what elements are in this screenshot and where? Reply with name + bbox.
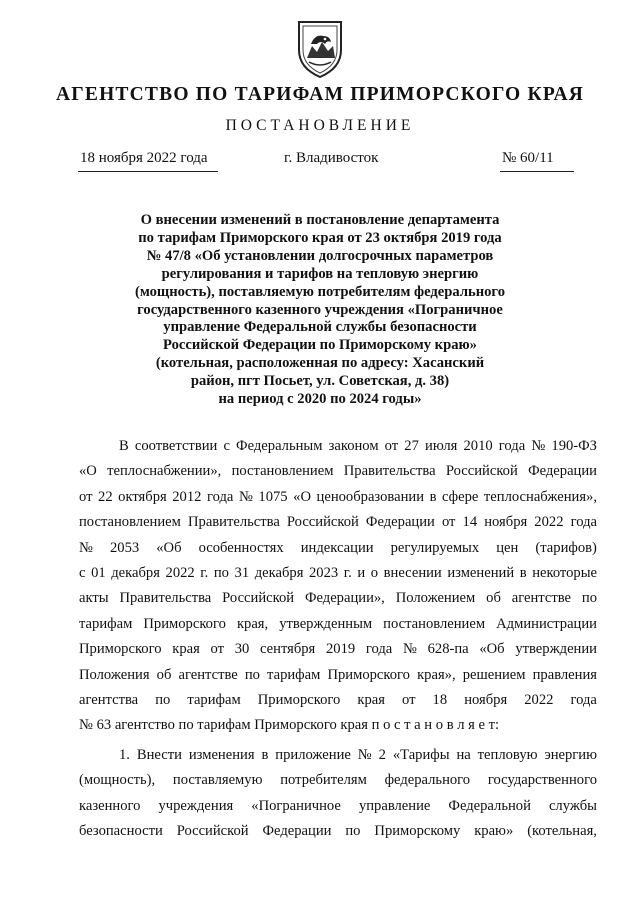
text-segment: Федерации — [262, 823, 332, 840]
text-segment: по — [155, 692, 171, 709]
text-segment: цен — [496, 539, 519, 556]
text-line — [79, 794, 597, 819]
text-segment: от 22 октября 2012 года № 1075 «О ценообразовании в сфере теплоснабжения», — [79, 488, 597, 505]
title-line: район, пгт Посьет, ул. Советская, д. 38) — [190, 373, 450, 390]
text-segment: потребителям — [280, 772, 367, 789]
text-line — [79, 536, 597, 561]
date-underline — [78, 171, 218, 172]
text-segment: регулируемых — [390, 539, 480, 556]
text-segment: края — [357, 692, 385, 709]
text-line — [79, 510, 597, 535]
paragraph-2 — [79, 743, 597, 845]
text-segment: Российской — [176, 823, 249, 840]
document-city: г. Владивосток — [284, 150, 379, 166]
title-line: управление Федеральной службы безопасности — [163, 319, 477, 336]
text-segment: Федеральной — [448, 797, 531, 814]
text-segment: (котельная, — [527, 823, 597, 840]
text-line — [79, 637, 597, 662]
text-segment: (тарифов) — [535, 539, 597, 556]
text-segment: учреждения — [158, 797, 234, 814]
text-segment: краю» — [474, 823, 514, 840]
text-segment: агентства — [79, 692, 139, 709]
title-line: № 47/8 «Об установлении долгосрочных параметров — [146, 247, 494, 264]
text-segment: с 01 декабря 2022 г. по 31 декабря 2023 г. и о внесении изменений в некоторые — [79, 565, 597, 582]
text-line — [79, 819, 597, 844]
text-line — [79, 485, 597, 510]
text-segment: по — [345, 823, 361, 840]
text-segment: федерального — [384, 772, 471, 789]
number-underline — [500, 171, 574, 172]
text-segment: 2053 — [110, 539, 140, 556]
text-segment: 18 — [432, 692, 448, 709]
coat-of-arms-icon — [295, 16, 345, 80]
text-segment: поставляемую — [172, 772, 263, 789]
text-segment: № — [79, 539, 93, 556]
text-line — [79, 459, 597, 484]
text-segment: «О теплоснабжении», постановлением Правительства Российской Федерации — [79, 463, 597, 480]
text-segment: от — [402, 692, 416, 709]
text-segment: «Пограничное — [251, 797, 341, 814]
document-date: 18 ноября 2022 года — [80, 150, 208, 166]
text-segment: В соответствии с Федеральным законом от 27 июля 2010 года № 190-ФЗ — [119, 438, 597, 454]
title-line: по тарифам Приморского края от 23 октября 2019 года — [138, 229, 502, 246]
text-segment: 1. Внести изменения в приложение № 2 «Тарифы на тепловую энергию — [119, 746, 597, 763]
text-segment: индексации — [300, 539, 374, 556]
text-line — [79, 561, 597, 586]
title-line: на период с 2020 по 2024 годы» — [218, 391, 422, 408]
text-line — [79, 663, 597, 688]
text-segment: № 63 агентство по тарифам Приморского края п о с т а н о в л я е т: — [79, 717, 500, 734]
text-segment: службы — [548, 797, 597, 814]
text-segment: «Об — [156, 539, 182, 556]
document-number: № 60/11 — [502, 150, 554, 166]
text-line — [79, 768, 597, 793]
title-line: регулирования и тарифов на тепловую энергию — [161, 265, 479, 282]
text-segment: тарифам — [187, 692, 241, 709]
text-segment: Приморского края от 30 сентября 2019 года № 628-па «Об утверждении — [79, 641, 597, 658]
agency-name: АГЕНТСТВО ПО ТАРИФАМ ПРИМОРСКОГО КРАЯ — [55, 84, 585, 105]
text-line — [79, 612, 597, 637]
title-line: О внесении изменений в постановление департамента — [140, 212, 500, 228]
text-segment: тарифам Приморского края, утвержденным постановлением Администрации — [79, 615, 597, 632]
text-segment: постановлением Правительства Российской Федерации от 14 ноября 2022 года — [79, 514, 597, 531]
title-line: (котельная, расположенная по адресу: Хасанский — [155, 355, 485, 372]
text-segment: особенностях — [198, 539, 284, 556]
text-line — [79, 586, 597, 611]
text-segment: безопасности — [79, 823, 163, 840]
text-segment: Приморскому — [374, 823, 461, 840]
text-segment: управление — [358, 797, 431, 814]
document-type: ПОСТАНОВЛЕНИЕ — [225, 117, 415, 134]
document-body — [79, 434, 597, 845]
text-segment: (мощность), — [79, 772, 156, 789]
text-segment: года — [570, 692, 597, 709]
text-segment: ноября — [464, 692, 508, 709]
text-line — [79, 743, 597, 768]
text-segment: государственного — [487, 772, 597, 789]
text-segment: Положения об агентстве по тарифам Приморского края», решением правления — [79, 666, 597, 683]
title-line: Российской Федерации по Приморскому краю» — [163, 337, 477, 354]
text-segment: Приморского — [257, 692, 341, 709]
text-line — [79, 713, 597, 738]
title-line: государственного казенного учреждения «Пограничное — [137, 301, 503, 318]
text-segment: 2022 — [524, 692, 554, 709]
document-title — [100, 212, 540, 409]
text-segment: акты Правительства Российской Федерации», Положением об агентстве по — [79, 590, 597, 607]
text-line — [79, 688, 597, 713]
text-segment: казенного — [79, 797, 141, 814]
paragraph-1 — [79, 434, 597, 739]
text-line — [79, 434, 597, 459]
title-line: (мощность), поставляемую потребителям федерального — [135, 283, 505, 300]
